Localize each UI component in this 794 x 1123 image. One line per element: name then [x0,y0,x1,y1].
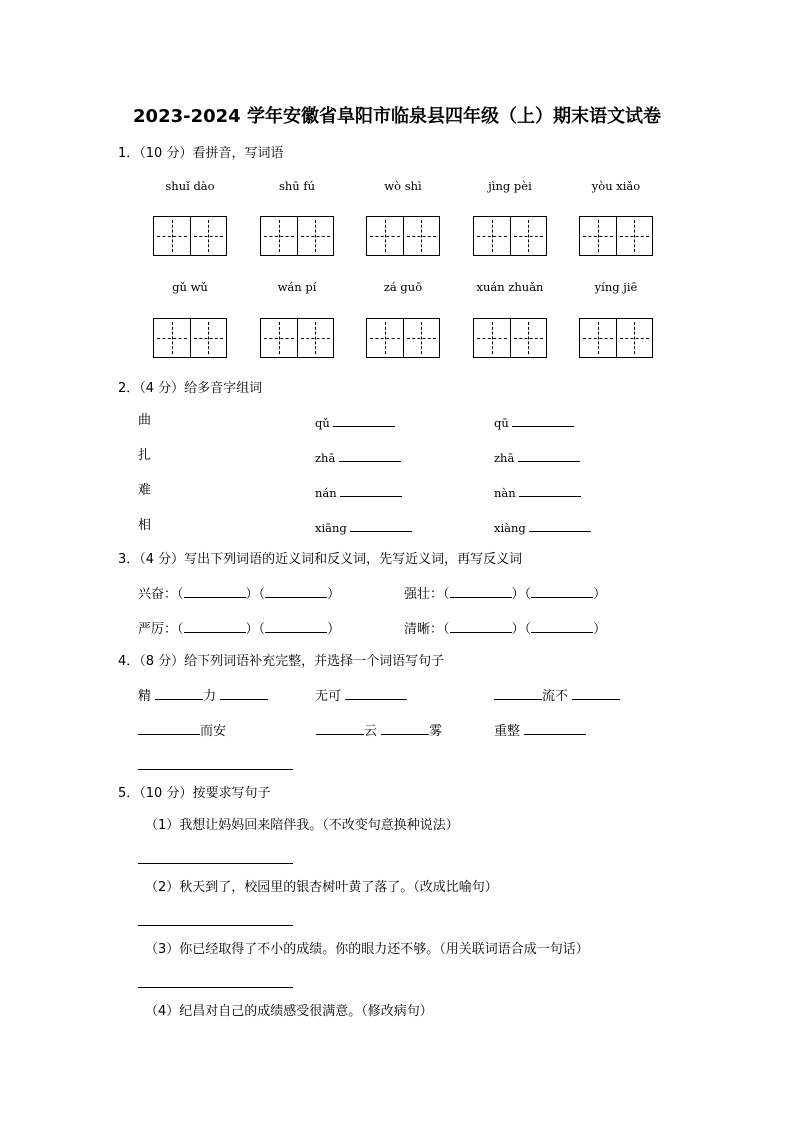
character-writing-grid[interactable] [366,318,440,358]
polyphone-char: 难 [138,483,152,498]
character-writing-grid[interactable] [579,216,653,256]
synonym-antonym-item: 强壮：（ ）（ ） [404,587,607,602]
answer-blank[interactable] [340,485,402,497]
character-writing-grid[interactable] [366,216,440,256]
answer-blank[interactable] [531,586,593,598]
sentence-task: （4）纪昌对自己的成绩感受很满意。（修改病句） [145,1004,433,1019]
pinyin-label: shuǐ dào [165,179,215,193]
answer-blank[interactable] [265,586,327,598]
answer-line[interactable] [138,987,293,988]
pinyin-label: wán pí [277,280,317,294]
answer-blank[interactable] [529,520,591,532]
polyphone-char: 相 [138,518,152,533]
polyphone-reading: zhā [315,450,401,465]
answer-blank[interactable] [316,723,364,735]
character-writing-grid[interactable] [579,318,653,358]
answer-blank[interactable] [350,520,412,532]
synonym-antonym-item: 兴奋：（ ）（ ） [138,587,341,602]
idiom-fill-item: 重整 [494,723,586,738]
polyphone-reading: zhā [494,450,580,465]
character-writing-grid[interactable] [473,318,547,358]
synonym-antonym-item: 清晰：（ ）（ ） [404,622,607,637]
answer-blank[interactable] [494,688,542,700]
answer-blank[interactable] [155,688,203,700]
polyphone-reading: nàn [494,485,581,500]
polyphone-reading: xiàng [494,520,591,535]
character-writing-grid[interactable] [260,318,334,358]
page-title: 2023-2024 学年安徽省阜阳市临泉县四年级（上）期末语文试卷 [133,106,661,127]
answer-blank[interactable] [184,586,246,598]
question-4-heading: 4．（8 分）给下列词语补充完整，并选择一个词语写句子 [118,654,445,669]
answer-blank[interactable] [220,688,268,700]
character-writing-grid[interactable] [260,216,334,256]
pinyin-label: xuán zhuǎn [476,280,544,294]
pinyin-label: yòu xiǎo [591,179,641,193]
sentence-task: （1）我想让妈妈回来陪伴我。（不改变句意换种说法） [145,818,459,833]
polyphone-reading: nán [315,485,402,500]
answer-blank[interactable] [524,723,586,735]
polyphone-reading: qū [494,415,574,430]
sentence-task: （3）你已经取得了不小的成绩。你的眼力还不够。（用关联词语合成一句话） [145,942,589,957]
pinyin-label: zá guō [383,280,423,294]
answer-blank[interactable] [333,415,395,427]
answer-blank[interactable] [450,621,512,633]
pinyin-label: gǔ wǔ [172,280,208,294]
answer-blank[interactable] [265,621,327,633]
answer-blank[interactable] [381,723,429,735]
pinyin-label: shū fú [278,179,316,193]
synonym-antonym-item: 严厉：（ ）（ ） [138,622,341,637]
question-5-heading: 5．（10 分）按要求写句子 [118,786,271,801]
answer-line[interactable] [138,863,293,864]
polyphone-char: 扎 [138,448,152,463]
idiom-fill-item: 云 雾 [316,723,442,738]
polyphone-reading: qǔ [315,415,395,430]
answer-blank[interactable] [512,415,574,427]
answer-blank[interactable] [138,723,200,735]
polyphone-char: 曲 [138,413,152,428]
pinyin-label: yíng jiē [594,280,638,294]
answer-line[interactable] [138,925,293,926]
answer-blank[interactable] [572,688,620,700]
question-1-heading: 1．（10 分）看拼音，写词语 [118,146,284,161]
answer-blank[interactable] [345,688,407,700]
idiom-fill-item: 而安 [138,723,226,738]
idiom-fill-item: 流不 [494,688,620,703]
sentence-task: （2）秋天到了，校园里的银杏树叶黄了落了。（改成比喻句） [145,880,498,895]
answer-line[interactable] [138,769,293,770]
character-writing-grid[interactable] [473,216,547,256]
answer-blank[interactable] [518,450,580,462]
idiom-fill-item: 精 力 [138,688,268,703]
answer-blank[interactable] [339,450,401,462]
answer-blank[interactable] [450,586,512,598]
polyphone-reading: xiāng [315,520,412,535]
character-writing-grid[interactable] [153,216,227,256]
idiom-fill-item: 无可 [315,688,407,703]
pinyin-label: wò shì [384,179,422,193]
answer-blank[interactable] [184,621,246,633]
pinyin-label: jìng pèi [488,179,532,193]
question-3-heading: 3．（4 分）写出下列词语的近义词和反义词，先写近义词，再写反义词 [118,552,523,567]
answer-blank[interactable] [519,485,581,497]
answer-blank[interactable] [531,621,593,633]
question-2-heading: 2．（4 分）给多音字组词 [118,381,263,396]
character-writing-grid[interactable] [153,318,227,358]
